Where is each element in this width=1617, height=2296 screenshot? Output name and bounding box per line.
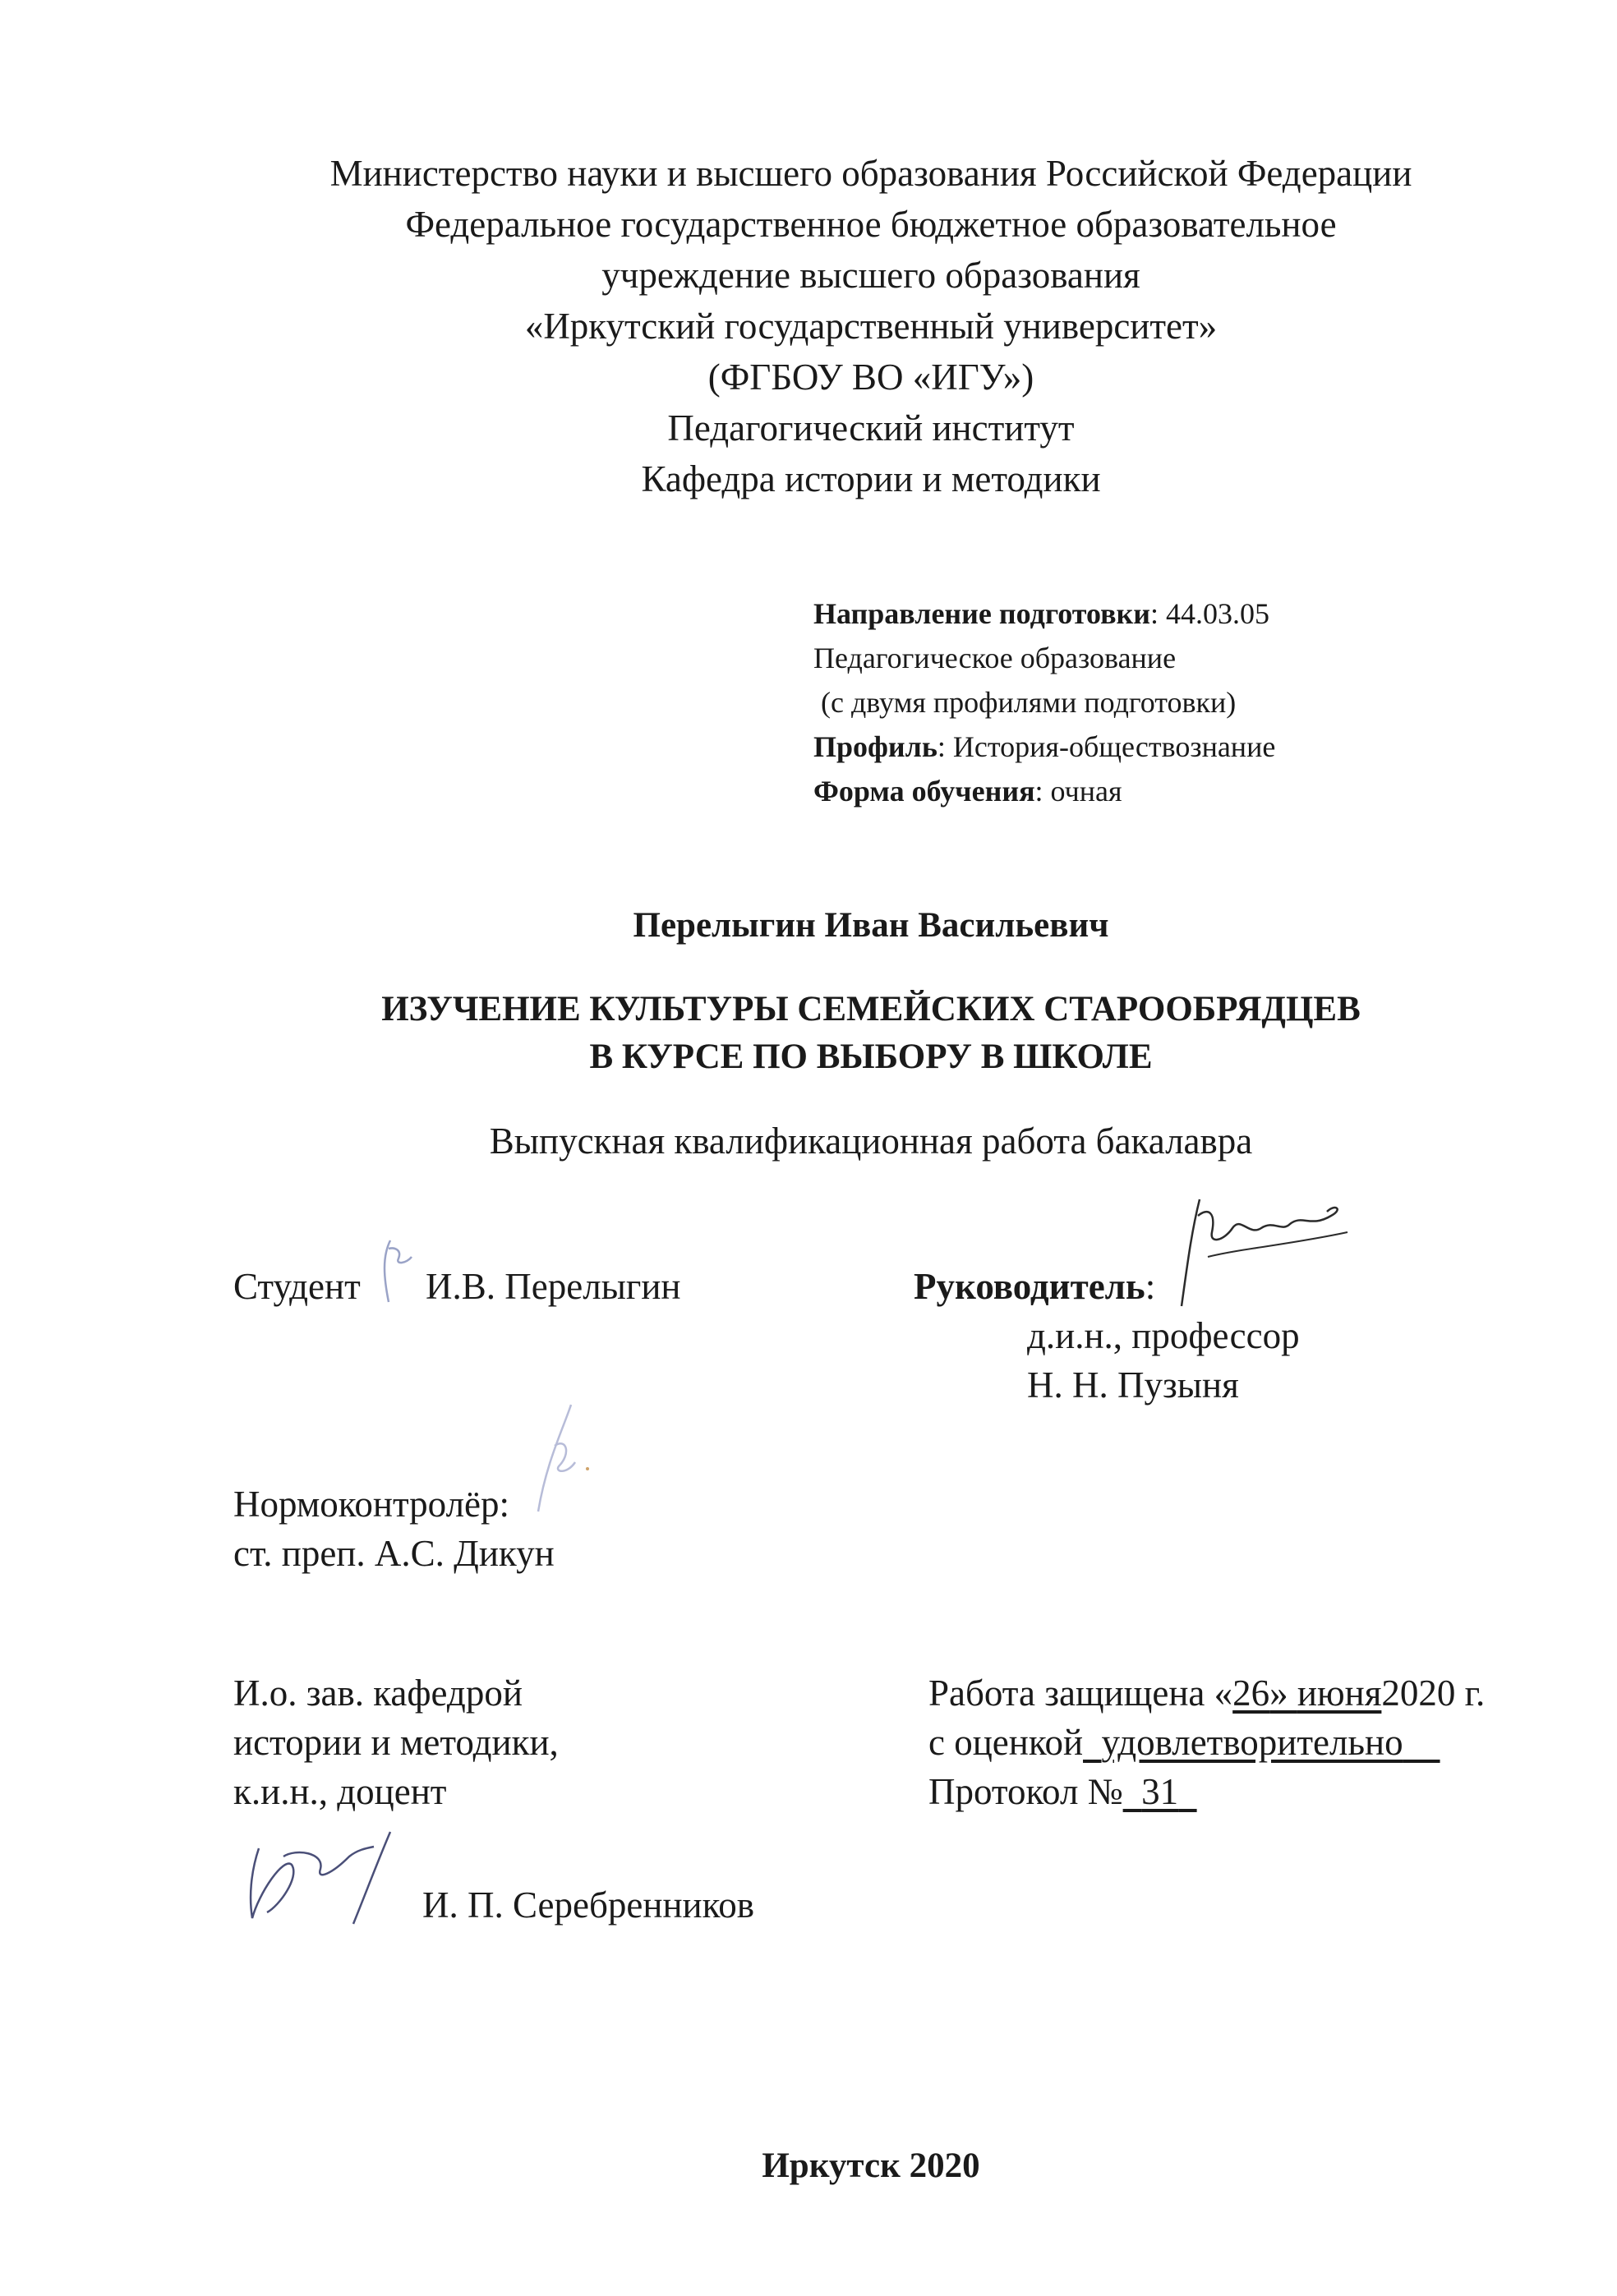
direction-note: (с двумя профилями подготовки) bbox=[813, 686, 1237, 719]
header-line-institute: Педагогический институт bbox=[667, 407, 1075, 449]
head-line-1: И.о. зав. кафедрой bbox=[233, 1673, 523, 1714]
normcontrol-label: Нормоконтролёр: bbox=[233, 1484, 510, 1525]
normcontrol-signature bbox=[522, 1396, 604, 1520]
direction-label: Направление подготовки bbox=[813, 597, 1151, 630]
profile-value: : История-обществознание bbox=[937, 730, 1276, 763]
student-label: Студент bbox=[233, 1266, 361, 1307]
grade-text: удовлетворительно bbox=[1101, 1722, 1403, 1763]
student-name: И.В. Перелыгин bbox=[426, 1266, 681, 1307]
normcontrol-name: ст. преп. А.С. Дикун bbox=[233, 1533, 555, 1574]
protocol-number: 31 bbox=[1141, 1771, 1179, 1812]
header-line-abbreviation: (ФГБОУ ВО «ИГУ») bbox=[707, 357, 1034, 398]
grade-prefix: с оценкой bbox=[928, 1722, 1084, 1763]
form-value: : очная bbox=[1034, 775, 1122, 808]
defense-mid: » bbox=[1269, 1673, 1297, 1714]
supervisor-name: Н. Н. Пузыня bbox=[1027, 1364, 1239, 1406]
supervisor-colon: : bbox=[1145, 1266, 1156, 1307]
header-line-university: «Иркутский государственный университет» bbox=[524, 306, 1218, 347]
grade-line bbox=[928, 1717, 1440, 1768]
city-year: Иркутск 2020 bbox=[762, 2146, 980, 2185]
supervisor-label: Руководитель bbox=[914, 1266, 1145, 1307]
work-type: Выпускная квалификационная работа бакалавра bbox=[489, 1120, 1253, 1162]
supervisor-degree: д.и.н., профессор bbox=[1027, 1315, 1300, 1356]
thesis-title-line-1: ИЗУЧЕНИЕ КУЛЬТУРЫ СЕМЕЙСКИХ СТАРООБРЯДЦЕВ bbox=[381, 990, 1361, 1028]
header-line-department: Кафедра истории и методики bbox=[641, 458, 1101, 499]
supervisor-signature bbox=[1167, 1183, 1356, 1314]
protocol-prefix: Протокол № bbox=[928, 1771, 1123, 1812]
direction-value: : 44.03.05 bbox=[1150, 597, 1270, 630]
thesis-title-line-2: В КУРСЕ ПО ВЫБОРУ В ШКОЛЕ bbox=[589, 1038, 1153, 1076]
protocol-value bbox=[1123, 1771, 1197, 1812]
author-name: Перелыгин Иван Васильевич bbox=[633, 906, 1109, 945]
defense-day: 26 bbox=[1232, 1673, 1270, 1714]
defense-prefix: Работа защищена « bbox=[928, 1673, 1233, 1714]
supervisor-label-line bbox=[914, 1261, 1155, 1312]
defense-line bbox=[928, 1668, 1485, 1719]
header-line-federal: Федеральное государственное бюджетное образовательное bbox=[405, 204, 1337, 245]
grade-value bbox=[1083, 1722, 1440, 1763]
defense-month: июня bbox=[1297, 1673, 1382, 1714]
specialization-block bbox=[813, 591, 1275, 813]
head-name: И. П. Серебренников bbox=[422, 1884, 754, 1926]
defense-year: 2020 г. bbox=[1381, 1673, 1486, 1714]
header-line-institution-type: учреждение высшего образования bbox=[601, 255, 1140, 296]
head-signature bbox=[234, 1815, 423, 1930]
protocol-line bbox=[928, 1766, 1197, 1817]
student-signature bbox=[374, 1232, 423, 1314]
head-line-2: истории и методики, bbox=[233, 1722, 559, 1763]
institution-header bbox=[0, 148, 1617, 504]
form-line bbox=[813, 769, 1275, 813]
profile-line bbox=[813, 725, 1275, 769]
direction-name: Педагогическое образование bbox=[813, 642, 1177, 674]
direction-line bbox=[813, 591, 1275, 636]
profile-label: Профиль bbox=[813, 730, 937, 763]
head-line-3: к.и.н., доцент bbox=[233, 1771, 447, 1812]
form-label: Форма обучения bbox=[813, 775, 1035, 808]
header-line-ministry: Министерство науки и высшего образования Российской Федерации bbox=[329, 153, 1412, 194]
